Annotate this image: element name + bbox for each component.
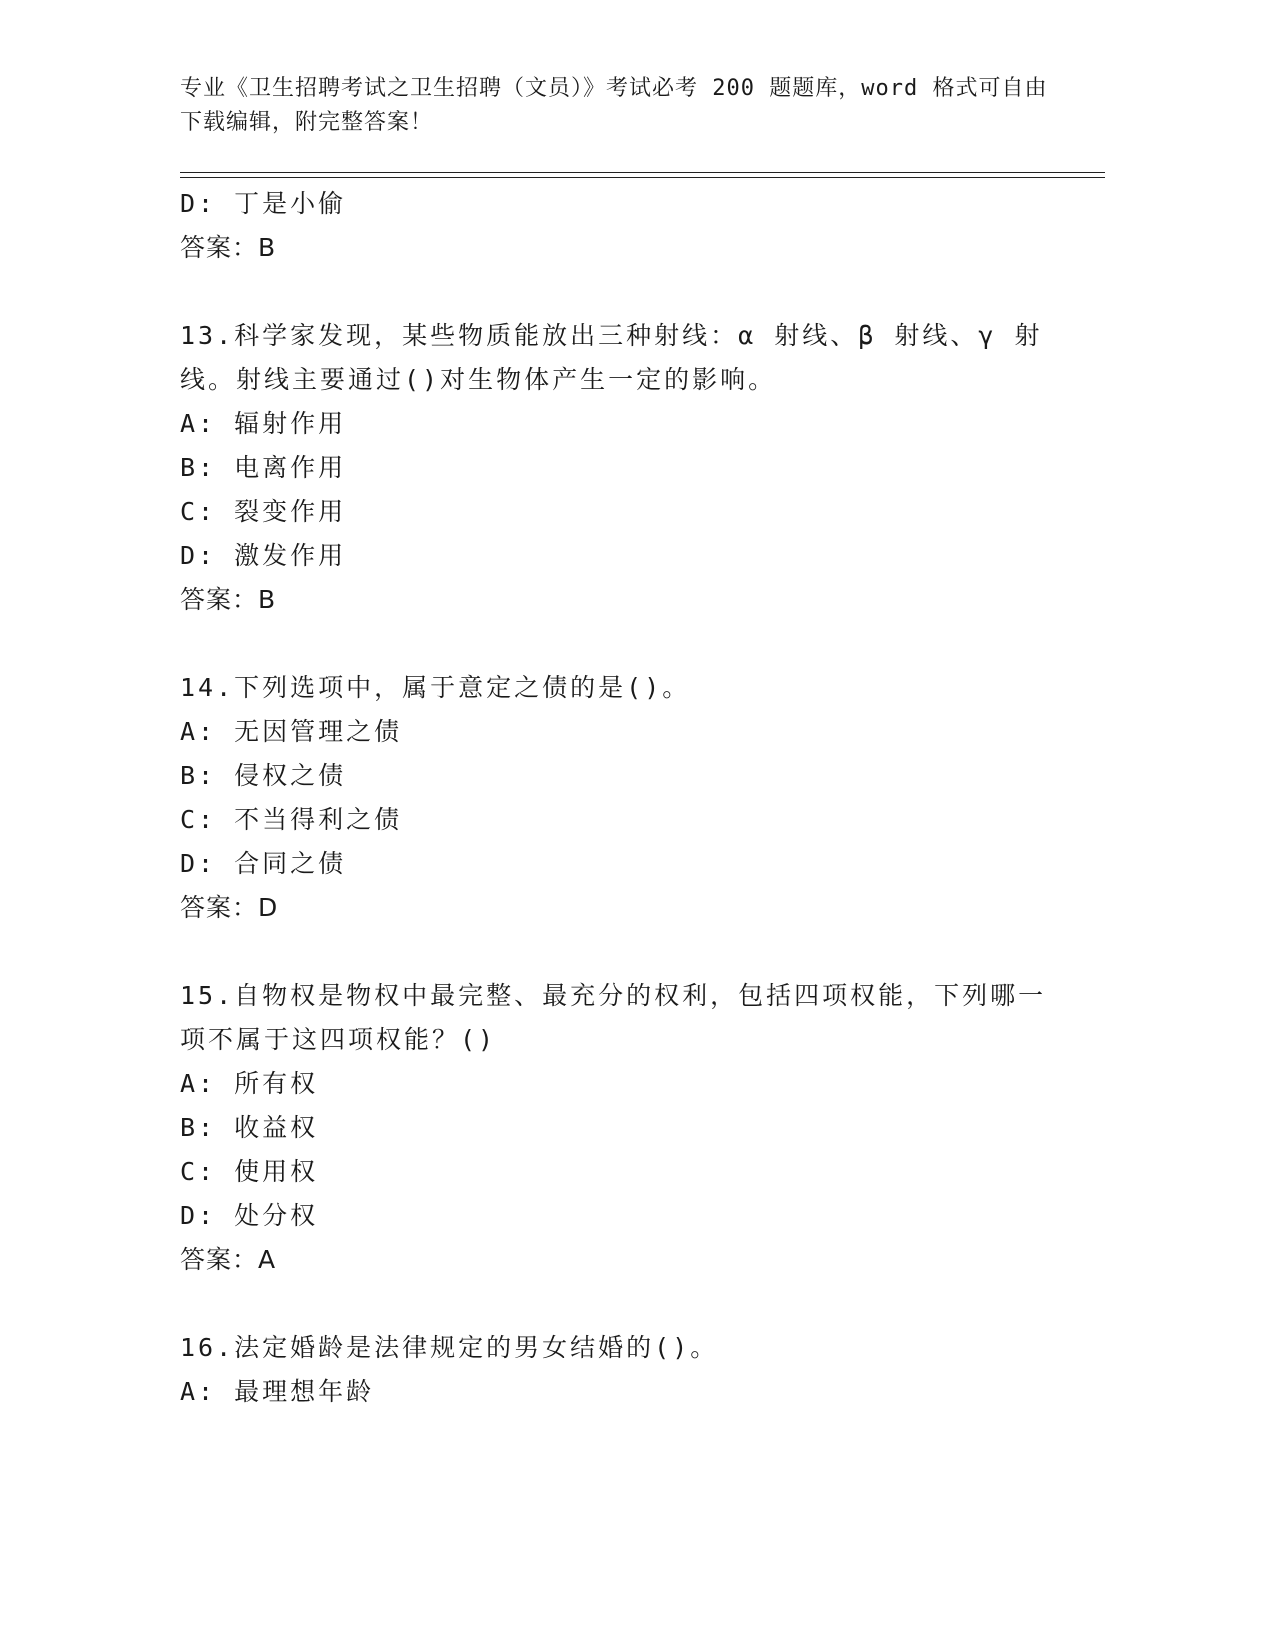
question-15-answer: 答案：A	[180, 1245, 277, 1274]
option-d: D: 丁是小偷	[180, 189, 347, 218]
question-14-option-a: A: 无因管理之债	[180, 717, 403, 746]
spacer	[180, 930, 1060, 974]
question-15-option-c: C: 使用权	[180, 1157, 319, 1186]
header-rule-bottom	[180, 177, 1105, 178]
question-14-option-d: D: 合同之债	[180, 849, 347, 878]
question-13-option-b: B: 电离作用	[180, 453, 347, 482]
spacer	[180, 270, 1060, 314]
document-header: 专业《卫生招聘考试之卫生招聘（文员）》考试必考 200 题题库，word 格式可自由下载编辑，附完整答案！	[180, 76, 1048, 135]
question-16-stem: 16.法定婚龄是法律规定的男女结婚的()。	[180, 1333, 719, 1362]
question-13-option-d: D: 激发作用	[180, 541, 347, 570]
question-15-option-d: D: 处分权	[180, 1201, 319, 1230]
question-13-option-a: A: 辐射作用	[180, 409, 347, 438]
question-15-option-a: A: 所有权	[180, 1069, 319, 1098]
question-16-option-a: A: 最理想年龄	[180, 1377, 375, 1406]
question-13-stem: 13.科学家发现，某些物质能放出三种射线：α 射线、β 射线、γ 射线。射线主要通过()对生物体产生一定的影响。	[180, 321, 1043, 394]
question-content	[180, 182, 1060, 1414]
question-15-option-b: B: 收益权	[180, 1113, 319, 1142]
answer-line: 答案：B	[180, 233, 277, 262]
spacer	[180, 622, 1060, 666]
question-13-answer: 答案：B	[180, 585, 277, 614]
question-14-option-b: B: 侵权之债	[180, 761, 347, 790]
question-13-option-c: C: 裂变作用	[180, 497, 347, 526]
spacer	[180, 1282, 1060, 1326]
question-15-stem: 15.自物权是物权中最完整、最充分的权利，包括四项权能，下列哪一项不属于这四项权能？()	[180, 981, 1047, 1054]
header-rule-top	[180, 172, 1105, 173]
question-14-stem: 14.下列选项中，属于意定之债的是()。	[180, 673, 691, 702]
question-14-answer: 答案：D	[180, 893, 279, 922]
question-14-option-c: C: 不当得利之债	[180, 805, 403, 834]
